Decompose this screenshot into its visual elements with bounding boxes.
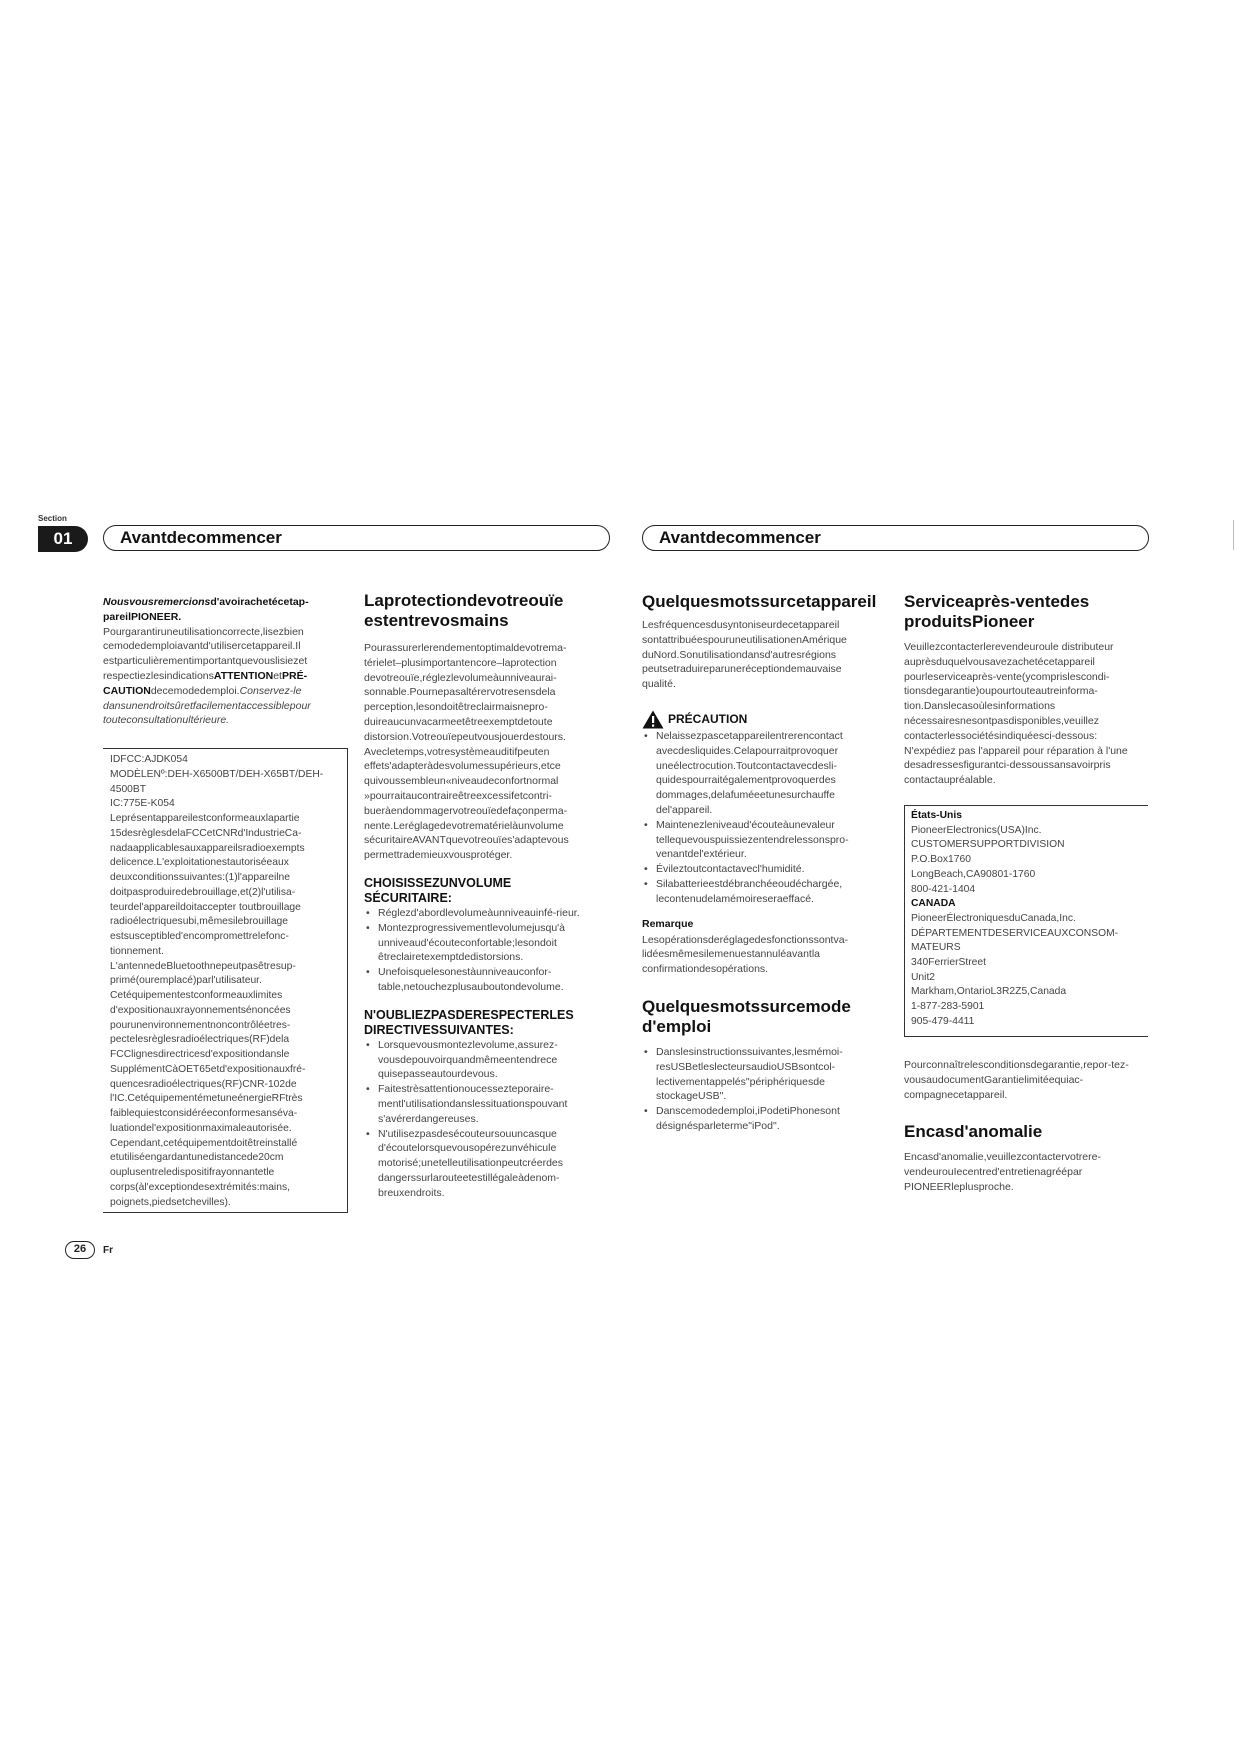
intro-lead-italic: Nousvousremercions [103,596,211,608]
address-line: CUSTOMERSUPPORTDIVISION [911,839,1065,851]
canada-title: CANADA [911,898,956,910]
page-number: 26 [65,1241,95,1259]
caution-title: PRÉCAUTION [668,712,748,727]
address-line: 340FerrierStreet [911,957,986,969]
list-item: • Maintenezleniveaud'écouteàunevaleur tellequevouspuissiezentendrelessonspro-venantdel'extérieur. [642,818,874,862]
us-title: États-Unis [911,810,962,821]
directives-list [364,1038,596,1201]
intro-column [103,595,343,728]
intro-text-b: decemodedemploi. [150,684,240,697]
service-paragraph: Veuillezcontacterlerevendeuroule distributeur auprèsduquelvousavezachetécetappareil pourleserviceaprès-vente(ycomprislescondi-tionsdegarantie)oupourtouteautreinforma-tion.Danslecasoùlesinformations nécessairesnesontpasdisponibles,veuillez contacterlessociétésindiquéesci-dessous: [904,641,1114,742]
hearing-column [364,591,596,1201]
precaution-keyword: PRÉ-CAUTION [103,669,308,697]
id-line: Cetéquipementestconformeauxlimites d'expositionauxrayonnementsénoncées pourunenvironnementnoncontrôléetres-pectelesrèglesradioélectriques(RF)dela FCClignesdirectricesd'expositiondansle SupplémentCàOET65etd'expositionauxfré-quencesradioélectriques(RF)CNR-102de l'IC.CetéquipementémetuneénergieRFtrès faiblequiestconsidéréeconformesanséva-luationdel'expositionmaximaleautorisée. Cependant,cetéquipementdoitêtreinstallé etutiliséengardantunedistancede20cm ouplusentreledispositifrayonnantetle corps(àl'exceptiondesextrémités:mains, poignets,piedsetchevilles). [110,990,306,1208]
id-line: IC:775E-K054 [110,798,175,810]
device-paragraph: Lesfréquencesdusyntoniseurdecetappareil sontattribuéespouruneutilisationenAmérique duNord.Sonutilisationdansd'autresrégions peutsetraduireparuneréceptiondemauvaise qualité. [642,619,847,691]
address-line: DÉPARTEMENTDESERVICEAUXCONSOM-MATEURS [911,927,1119,954]
warranty-paragraph: Pourconnaîtrelesconditionsdegarantie,repor-tez-vousaudocumentGarantielimitéequiac-compagnecetappareil. [904,1059,1129,1101]
manual-title: Quelquesmotssurcemode d'emploi [642,996,851,1036]
address-line: P.O.Box1760 [911,854,971,866]
list-item: • Danslesinstructionssuivantes,lesmémoi-resUSBetleslecteursaudioUSBsontcol-lectivementappelés"périphériquesde stockageUSB". [642,1045,874,1104]
list-item: • Silabatterieestdébranchéeoudéchargée, lecontenudelamémoireseraeffacé. [642,877,874,907]
list-item: • Nelaissezpascetappareilentrerencontact avecdesliquides.Celapourraitprovoquer uneélectrocution.Toutcontactavecdesli-quidespourraitégalementprovoquerdes dommages,delafuméeetunesurchauffe del'appareil. [642,729,874,818]
anomaly-paragraph: Encasd'anomalie,veuillezcontactervotrere-vendeurouIecentred'entretienagréépar PIONEERleplusproche. [904,1151,1101,1193]
list-item: • Danscemodedemploi,iPodetiPhonesont désignésparleterme"iPod". [642,1104,874,1134]
section-number: 01 [38,526,88,552]
list-item: • Faitestrèsattentionoucessezteporaire-mentl'utilisationdanslessituationspouvant s'avérerdangereuses. [364,1082,596,1126]
remark-title: Remarque [642,917,694,930]
list-item: • Lorsquevousmontezlevolume,assurez-vousdepouvoirquandmêmeentendrece quisepasseautourdevous. [364,1038,596,1082]
language-label: Fr [103,1245,113,1256]
id-line: IDFCC:AJDK054 [110,754,188,765]
volume-list [364,906,596,995]
id-line: L'antennedeBluetoothnepeutpasêtresup-primé(ouremplacé)parl'utilisateur. [110,960,296,987]
edge-mark [1233,520,1234,550]
intro-paragraph [103,625,343,729]
warranty-column [904,1058,1149,1195]
intro-lead [103,595,343,625]
fcc-id-box [103,748,348,1213]
list-item: • Évileztoutcontactavecl'humidité. [642,862,874,877]
hearing-paragraph: Pourassurerlerendementoptimaldevotrema-térielet–plusimportantencore–laprotection devotreouïe,réglezlevolumeàunniveaurai-sonnable.Pournepasaltérervotresensdela perception,lesondoitêtreclairmaisnepro-duireaucunvacarmeetêtreexemptdetoute distorsion.Votreouïepeutvousjouerdestours. Avecletemps,votresystèmeauditifpeuten effets'adapteràdesvolumessupérieurs,etce quivoussembleun«niveaudeconfortnormal »pourraitaucontraireêtreexcessifetcontri-bueràendommagervotreouïedefaçonperma-nente.Leréglagedevotrematérielàunvolume sécuritaireAVANTquevotreouïes'adaptevous permettrademieuxvousprotéger. [364,642,569,862]
hearing-title: Laprotectiondevotreouïe estentrevosmains [364,591,564,630]
header-right: Avantdecommencer [642,525,1149,551]
address-box [904,805,1148,1037]
attention-keyword: ATTENTION [213,669,274,682]
anomaly-title: Encasd'anomalie [904,1122,1043,1142]
address-line: LongBeach,CA90801-1760 [911,868,1036,880]
address-line: Markham,OntarioL3R2Z5,Canada [911,986,1067,998]
intro-italic: Conservez-le dansunendroitsûretfacilementaccessiblepour touteconsultationultérieure. [103,684,311,727]
intro-text-a: Pourgarantiruneutilisationcorrecte,lisezbien cemodedemploiavantd'utilisercetappareil.Il estparticulièrementimportantquevouslisiezet respectiezlesindications [103,625,308,682]
volume-heading: CHOISISSEZUNVOLUME SÉCURITAIRE: [364,875,512,905]
section-label: Section [38,514,67,523]
address-line: PioneerÉlectroniquesduCanada,Inc. [911,912,1076,924]
address-line: 905-479-4411 [911,1015,975,1027]
list-item: • Montezprogressivementlevolumejusqu'à unniveaud'écouteconfortable;lesondoit êtreclairetexemptdedistorsions. [364,921,596,965]
list-item: • Unefoisquelesonestàunniveauconfor-table,netouchezplusauboutondevolume. [364,965,596,995]
list-item: • N'utilisezpasdesécouteursouuncasque d'écoutelorsquevousopérezunvéhicule motorisé;unetelleutilisationpeutcréerdes dangerssurlarouteetestillégaleàdenom-breuxendroits. [364,1127,596,1201]
caution-heading [642,710,874,729]
service-paragraph-2: N'expédiez pas l'appareil pour réparation à l'une desadressesfigurantci-dessoussansavoirpris contactaupréalable. [904,744,1128,787]
address-line: 800-421-1404 [911,883,976,895]
service-title: Serviceaprès-ventedes produitsPioneer [904,592,1090,631]
address-line: PioneerElectronics(USA)Inc. [911,824,1042,836]
remark-paragraph: Lesopérationsderéglagedesfonctionssontva-lidéesmêmesilemenuestannuléavantla confirmationdesopérations. [642,933,849,976]
directives-heading: N'OUBLIEZPASDERESPECTERLES DIRECTIVESSUIVANTES: [364,1007,574,1037]
caution-list [642,729,874,907]
address-line: 1-877-283-5901 [911,1001,985,1013]
warning-triangle-icon [642,710,664,729]
intro-lead-rest: d'avoirachetécetap-pareilPIONEER. [103,596,309,623]
device-title: Quelquesmotssurcetappareil [642,592,877,611]
list-item: • Réglezd'abordlevolumeàunniveauinfé-rieur. [364,906,596,921]
id-line: Leprésentappareilestconformeauxlapartie 15desrèglesdelaFCCetCNRd'IndustrieCa-nadaapplicablesauxappareilsradioexempts delicence.L'exploitationestautoriséeaux deuxconditionssuivantes:(1)l'appareilne doitpasproduiredebrouillage,et(2)l'utilisa-teurdel'appareildoitaccepter toutbrouillage radioélectriquesubi,mêmesilebrouillage estsusceptibled'encompromettrelefonc-tionnement. [110,813,305,957]
header-left: Avantdecommencer [103,525,610,551]
device-column [642,592,877,1134]
address-line: Unit2 [911,971,936,983]
id-line: MODÈLENº:DEH-X6500BT/DEH-X65BT/DEH-4500BT [110,768,324,795]
manual-list [642,1045,874,1134]
intro-et: et [273,669,282,682]
service-column [904,592,1149,788]
